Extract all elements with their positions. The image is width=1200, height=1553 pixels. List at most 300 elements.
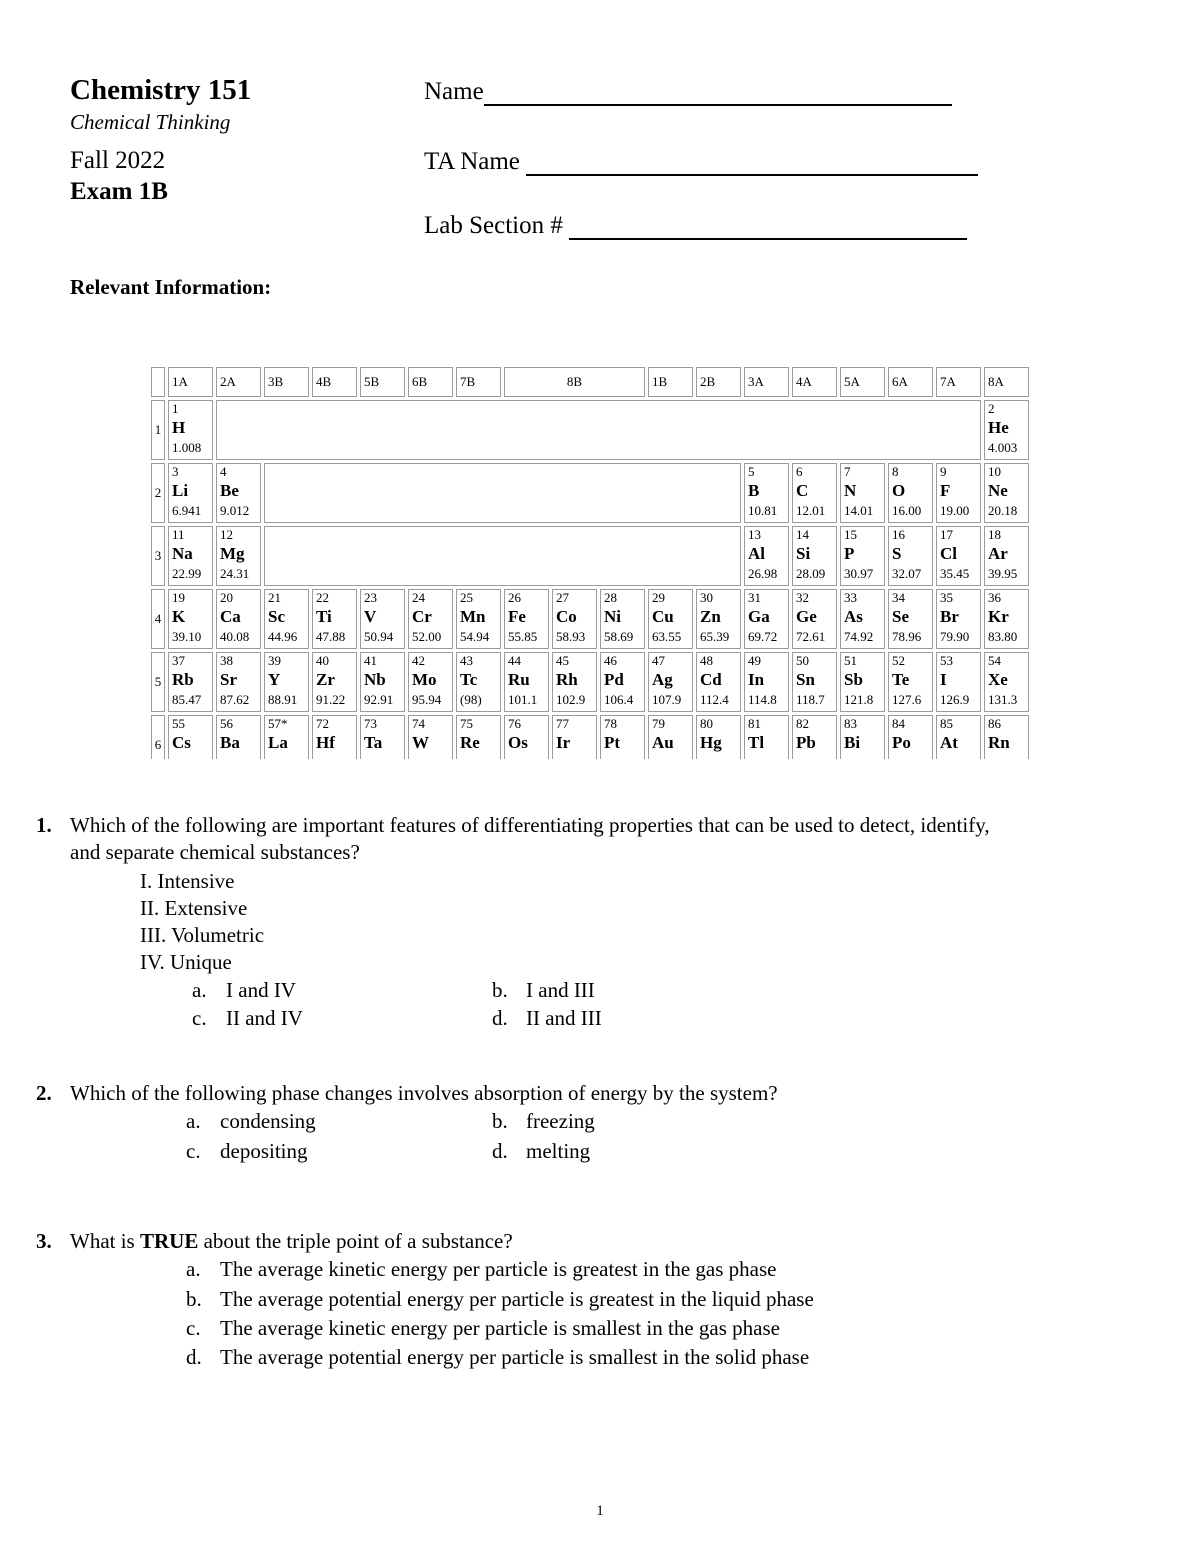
atomic-mass: 44.96 — [268, 629, 298, 644]
atomic-mass: 1.008 — [172, 440, 202, 455]
term: Fall 2022 — [70, 147, 166, 174]
element-cell — [936, 463, 981, 523]
element-cell — [648, 715, 693, 759]
element-cell — [552, 589, 597, 649]
group-header: 4A — [792, 367, 837, 397]
element-symbol: H — [172, 418, 186, 437]
atomic-number: 14 — [796, 527, 809, 542]
element-cell — [600, 652, 645, 712]
atomic-number: 79 — [652, 716, 665, 731]
element-cell — [840, 715, 885, 759]
element-symbol: He — [988, 418, 1009, 437]
option-text: II and III — [526, 1006, 602, 1030]
option-text: freezing — [526, 1109, 595, 1133]
element-symbol: Ru — [508, 670, 530, 689]
atomic-number: 83 — [844, 716, 857, 731]
name-field[interactable] — [424, 78, 952, 106]
group-header: 3A — [744, 367, 789, 397]
atomic-mass: 47.88 — [316, 629, 346, 644]
element-cell — [936, 589, 981, 649]
q3-option-d[interactable] — [186, 1345, 809, 1370]
option-letter: b. — [492, 978, 508, 1002]
period-label: 2 — [151, 463, 165, 523]
element-cell — [936, 526, 981, 586]
lab-section-blank[interactable] — [569, 218, 967, 240]
atomic-number: 47 — [652, 653, 665, 668]
atomic-number: 43 — [460, 653, 473, 668]
group-header: 1A — [168, 367, 213, 397]
element-cell — [600, 715, 645, 759]
atomic-mass: 121.8 — [844, 692, 874, 707]
element-cell — [648, 652, 693, 712]
element-symbol: Hg — [700, 733, 722, 752]
question-number: 3. — [36, 1229, 52, 1253]
element-symbol: Mn — [460, 607, 486, 626]
element-cell — [552, 652, 597, 712]
atomic-mass: 32.07 — [892, 566, 922, 581]
element-symbol: S — [892, 544, 902, 563]
element-cell — [744, 715, 789, 759]
atomic-mass: 95.94 — [412, 692, 442, 707]
name-blank[interactable] — [484, 84, 952, 106]
periodic-table — [148, 364, 1062, 759]
atomic-number: 15 — [844, 527, 857, 542]
atomic-number: 80 — [700, 716, 713, 731]
atomic-mass: 131.3 — [988, 692, 1018, 707]
element-cell — [264, 715, 309, 759]
atomic-mass: 127.6 — [892, 692, 922, 707]
element-cell — [360, 715, 405, 759]
element-cell — [840, 526, 885, 586]
element-symbol: Os — [508, 733, 528, 752]
atomic-mass: 79.90 — [940, 629, 970, 644]
atomic-number: 74 — [412, 716, 425, 731]
atomic-number: 32 — [796, 590, 809, 605]
element-symbol: Sn — [796, 670, 815, 689]
atomic-number: 86 — [988, 716, 1001, 731]
q1-option-a[interactable] — [192, 978, 296, 1003]
q1-item-2: II. Extensive — [140, 896, 248, 920]
atomic-mass: 39.95 — [988, 566, 1018, 581]
ta-name-field[interactable] — [424, 148, 978, 176]
element-symbol: Sc — [268, 607, 285, 626]
ta-name-label: TA Name — [424, 148, 520, 175]
element-symbol: Ir — [556, 733, 571, 752]
element-symbol: Au — [652, 733, 674, 752]
q3-option-b[interactable] — [186, 1287, 814, 1312]
q2-option-c[interactable] — [186, 1139, 308, 1164]
option-text: The average kinetic energy per particle is greatest in the gas phase — [220, 1257, 777, 1281]
element-cell — [216, 715, 261, 759]
option-text: I and III — [526, 978, 595, 1002]
element-cell — [216, 463, 261, 523]
option-letter: a. — [186, 1109, 201, 1133]
atomic-number: 36 — [988, 590, 1001, 605]
element-cell — [168, 589, 213, 649]
atomic-number: 31 — [748, 590, 761, 605]
element-symbol: F — [940, 481, 951, 500]
option-letter: b. — [186, 1287, 202, 1311]
element-cell — [312, 589, 357, 649]
element-symbol: Pt — [604, 733, 621, 752]
element-cell — [888, 715, 933, 759]
question-text — [70, 1229, 513, 1254]
option-text: The average kinetic energy per particle is smallest in the gas phase — [220, 1316, 780, 1340]
q1-option-b[interactable] — [492, 978, 595, 1003]
element-symbol: C — [796, 481, 809, 500]
element-symbol: La — [268, 733, 288, 752]
q1-option-c[interactable] — [192, 1006, 303, 1031]
atomic-mass: 52.00 — [412, 629, 442, 644]
q3-option-a[interactable] — [186, 1257, 776, 1282]
atomic-number: 39 — [268, 653, 281, 668]
atomic-number: 11 — [172, 527, 185, 542]
atomic-mass: 10.81 — [748, 503, 778, 518]
atomic-mass: 55.85 — [508, 629, 538, 644]
atomic-mass: 87.62 — [220, 692, 250, 707]
atomic-mass: 4.003 — [988, 440, 1018, 455]
element-symbol: I — [940, 670, 947, 689]
element-cell — [216, 526, 261, 586]
option-letter: a. — [192, 978, 207, 1002]
atomic-mass: 88.91 — [268, 692, 298, 707]
element-symbol: Nb — [364, 670, 386, 689]
element-symbol: Rn — [988, 733, 1010, 752]
question-text: Which of the following are important features of differentiating properties that can be used to detect, identify, — [70, 813, 990, 837]
option-text: I and IV — [226, 978, 296, 1002]
element-cell — [552, 715, 597, 759]
atomic-number: 75 — [460, 716, 473, 731]
atomic-number: 1 — [172, 401, 179, 416]
atomic-number: 45 — [556, 653, 569, 668]
element-cell — [888, 463, 933, 523]
atomic-number: 20 — [220, 590, 233, 605]
element-symbol: Pd — [604, 670, 624, 689]
atomic-number: 26 — [508, 590, 521, 605]
element-cell — [744, 526, 789, 586]
element-symbol: Br — [940, 607, 959, 626]
atomic-number: 10 — [988, 464, 1001, 479]
period-label: 6 — [151, 715, 165, 759]
table-corner — [151, 367, 165, 397]
element-cell — [840, 463, 885, 523]
atomic-number: 21 — [268, 590, 281, 605]
table-gap — [216, 400, 981, 460]
table-gap — [264, 463, 741, 523]
element-cell — [216, 652, 261, 712]
atomic-number: 51 — [844, 653, 857, 668]
element-cell — [408, 715, 453, 759]
element-cell — [984, 652, 1029, 712]
group-header: 2A — [216, 367, 261, 397]
atomic-number: 53 — [940, 653, 953, 668]
atomic-mass: 74.92 — [844, 629, 874, 644]
atomic-mass: 112.4 — [700, 692, 729, 707]
element-symbol: V — [364, 607, 377, 626]
atomic-number: 55 — [172, 716, 185, 731]
group-header: 8A — [984, 367, 1029, 397]
group-header: 7B — [456, 367, 501, 397]
atomic-number: 3 — [172, 464, 179, 479]
q1-option-d[interactable] — [492, 1006, 602, 1031]
atomic-number: 17 — [940, 527, 953, 542]
q3-option-c[interactable] — [186, 1316, 780, 1341]
atomic-mass: 106.4 — [604, 692, 634, 707]
atomic-mass: 102.9 — [556, 692, 586, 707]
element-cell — [984, 715, 1029, 759]
q2-option-a[interactable] — [186, 1109, 316, 1134]
option-text: condensing — [220, 1109, 316, 1133]
element-symbol: Tl — [748, 733, 765, 752]
atomic-mass: 92.91 — [364, 692, 394, 707]
element-cell — [696, 589, 741, 649]
q1-item-1: I. Intensive — [140, 869, 235, 893]
atomic-mass: 6.941 — [172, 503, 202, 518]
atomic-number: 16 — [892, 527, 905, 542]
element-symbol: Al — [748, 544, 765, 563]
element-symbol: Si — [796, 544, 811, 563]
atomic-number: 13 — [748, 527, 761, 542]
element-symbol: Cr — [412, 607, 432, 626]
element-symbol: Co — [556, 607, 577, 626]
element-symbol: Sr — [220, 670, 237, 689]
element-symbol: Zn — [700, 607, 721, 626]
period-label: 4 — [151, 589, 165, 649]
atomic-number: 48 — [700, 653, 713, 668]
element-symbol: Bi — [844, 733, 861, 752]
option-letter: c. — [192, 1006, 207, 1030]
element-cell — [984, 400, 1029, 460]
element-symbol: Kr — [988, 607, 1009, 626]
atomic-mass: 26.98 — [748, 566, 778, 581]
atomic-number: 5 — [748, 464, 755, 479]
element-symbol: Cl — [940, 544, 957, 563]
element-cell — [360, 652, 405, 712]
element-cell — [264, 589, 309, 649]
atomic-number: 52 — [892, 653, 905, 668]
element-symbol: Cs — [172, 733, 191, 752]
element-symbol: Cu — [652, 607, 674, 626]
element-symbol: B — [748, 481, 760, 500]
element-cell — [168, 652, 213, 712]
element-symbol: Ag — [652, 670, 673, 689]
atomic-mass: 58.93 — [556, 629, 586, 644]
element-symbol: Mg — [220, 544, 245, 563]
element-symbol: Se — [892, 607, 909, 626]
atomic-number: 81 — [748, 716, 761, 731]
element-cell — [792, 589, 837, 649]
element-cell — [216, 589, 261, 649]
option-letter: d. — [492, 1006, 508, 1030]
element-cell — [792, 715, 837, 759]
atomic-mass: 58.69 — [604, 629, 634, 644]
atomic-mass: 78.96 — [892, 629, 922, 644]
page-number: 1 — [596, 1503, 604, 1519]
option-letter: d. — [492, 1139, 508, 1163]
element-cell — [984, 526, 1029, 586]
element-cell — [792, 526, 837, 586]
element-symbol: Rh — [556, 670, 578, 689]
element-symbol: Ba — [220, 733, 240, 752]
element-cell — [312, 652, 357, 712]
element-symbol: Mo — [412, 670, 437, 689]
atomic-number: 29 — [652, 590, 665, 605]
atomic-number: 6 — [796, 464, 803, 479]
group-header: 5A — [840, 367, 885, 397]
relevant-info-heading: Relevant Information: — [70, 275, 272, 299]
course-title: Chemistry 151 — [70, 74, 252, 106]
option-text: II and IV — [226, 1006, 303, 1030]
atomic-mass: 28.09 — [796, 566, 826, 581]
element-symbol: W — [412, 733, 429, 752]
atomic-number: 41 — [364, 653, 377, 668]
element-symbol: Tc — [460, 670, 478, 689]
question-text-after: about the triple point of a substance? — [198, 1229, 513, 1253]
group-header: 5B — [360, 367, 405, 397]
atomic-number: 84 — [892, 716, 905, 731]
element-cell — [888, 526, 933, 586]
element-symbol: Fe — [508, 607, 526, 626]
option-text: melting — [526, 1139, 591, 1163]
option-letter: c. — [186, 1316, 201, 1340]
element-symbol: Li — [172, 481, 189, 500]
element-symbol: Te — [892, 670, 910, 689]
question-text-cont: and separate chemical substances? — [70, 840, 360, 864]
group-header: 6B — [408, 367, 453, 397]
element-symbol: In — [748, 670, 765, 689]
atomic-mass: 54.94 — [460, 629, 490, 644]
atomic-mass: 126.9 — [940, 692, 970, 707]
group-header: 6A — [888, 367, 933, 397]
element-cell — [504, 715, 549, 759]
element-symbol: Zr — [316, 670, 335, 689]
exam-label: Exam 1B — [70, 178, 168, 205]
element-symbol: K — [172, 607, 186, 626]
atomic-number: 24 — [412, 590, 425, 605]
atomic-mass: 12.01 — [796, 503, 826, 518]
element-cell — [312, 715, 357, 759]
element-cell — [696, 715, 741, 759]
element-symbol: Y — [268, 670, 281, 689]
atomic-number: 42 — [412, 653, 425, 668]
atomic-mass: 14.01 — [844, 503, 874, 518]
atomic-mass: 50.94 — [364, 629, 394, 644]
atomic-number: 34 — [892, 590, 905, 605]
atomic-number: 40 — [316, 653, 329, 668]
option-letter: d. — [186, 1345, 202, 1369]
option-text: The average potential energy per particle is smallest in the solid phase — [220, 1345, 810, 1369]
q1-item-4: IV. Unique — [140, 950, 232, 974]
element-cell — [168, 400, 213, 460]
element-symbol: N — [844, 481, 857, 500]
atomic-number: 28 — [604, 590, 617, 605]
option-letter: a. — [186, 1257, 201, 1281]
atomic-number: 33 — [844, 590, 857, 605]
option-text: The average potential energy per particle is greatest in the liquid phase — [220, 1287, 814, 1311]
element-symbol: As — [844, 607, 863, 626]
period-label: 3 — [151, 526, 165, 586]
table-gap — [264, 526, 741, 586]
q1-item-3: III. Volumetric — [140, 923, 265, 947]
atomic-mass: 107.9 — [652, 692, 682, 707]
element-symbol: P — [844, 544, 855, 563]
element-cell — [840, 652, 885, 712]
element-symbol: Hf — [316, 733, 335, 752]
element-symbol: Pb — [796, 733, 816, 752]
atomic-mass: 30.97 — [844, 566, 874, 581]
group-header: 3B — [264, 367, 309, 397]
atomic-mass: 63.55 — [652, 629, 682, 644]
atomic-mass: 85.47 — [172, 692, 202, 707]
element-cell — [744, 652, 789, 712]
q2-option-d[interactable] — [492, 1139, 590, 1164]
element-cell — [936, 652, 981, 712]
element-cell — [456, 652, 501, 712]
atomic-number: 76 — [508, 716, 521, 731]
element-cell — [408, 652, 453, 712]
atomic-mass: 65.39 — [700, 629, 730, 644]
lab-section-field[interactable] — [424, 212, 967, 240]
atomic-number: 78 — [604, 716, 617, 731]
atomic-number: 35 — [940, 590, 953, 605]
group-header: 1B — [648, 367, 693, 397]
atomic-mass: 69.72 — [748, 629, 778, 644]
atomic-number: 77 — [556, 716, 569, 731]
element-symbol: O — [892, 481, 906, 500]
atomic-number: 4 — [220, 464, 227, 479]
element-symbol: Ga — [748, 607, 770, 626]
element-cell — [360, 589, 405, 649]
option-text: depositing — [220, 1139, 308, 1163]
element-cell — [744, 589, 789, 649]
element-symbol: Ni — [604, 607, 621, 626]
q2-option-b[interactable] — [492, 1109, 595, 1134]
element-symbol: Re — [460, 733, 480, 752]
element-cell — [984, 589, 1029, 649]
element-cell — [840, 589, 885, 649]
option-letter: b. — [492, 1109, 508, 1133]
lab-section-label: Lab Section # — [424, 212, 563, 239]
atomic-number: 2 — [988, 401, 995, 416]
atomic-mass: 19.00 — [940, 503, 970, 518]
atomic-number: 57* — [268, 716, 288, 731]
element-cell — [888, 589, 933, 649]
element-symbol: Be — [220, 481, 239, 500]
atomic-number: 72 — [316, 716, 329, 731]
atomic-mass: 101.1 — [508, 692, 538, 707]
question-text-before: What is — [70, 1229, 140, 1253]
ta-name-blank[interactable] — [526, 154, 978, 176]
element-cell — [168, 463, 213, 523]
atomic-number: 18 — [988, 527, 1001, 542]
atomic-mass: 83.80 — [988, 629, 1018, 644]
atomic-number: 38 — [220, 653, 233, 668]
atomic-number: 23 — [364, 590, 377, 605]
element-cell — [456, 715, 501, 759]
element-symbol: Ge — [796, 607, 817, 626]
atomic-number: 30 — [700, 590, 713, 605]
group-header: 2B — [696, 367, 741, 397]
atomic-number: 50 — [796, 653, 809, 668]
atomic-mass: 91.22 — [316, 692, 346, 707]
element-symbol: Na — [172, 544, 193, 563]
element-symbol: Ca — [220, 607, 241, 626]
element-cell — [936, 715, 981, 759]
element-cell — [504, 589, 549, 649]
element-cell — [792, 652, 837, 712]
element-cell — [168, 715, 213, 759]
element-cell — [984, 463, 1029, 523]
